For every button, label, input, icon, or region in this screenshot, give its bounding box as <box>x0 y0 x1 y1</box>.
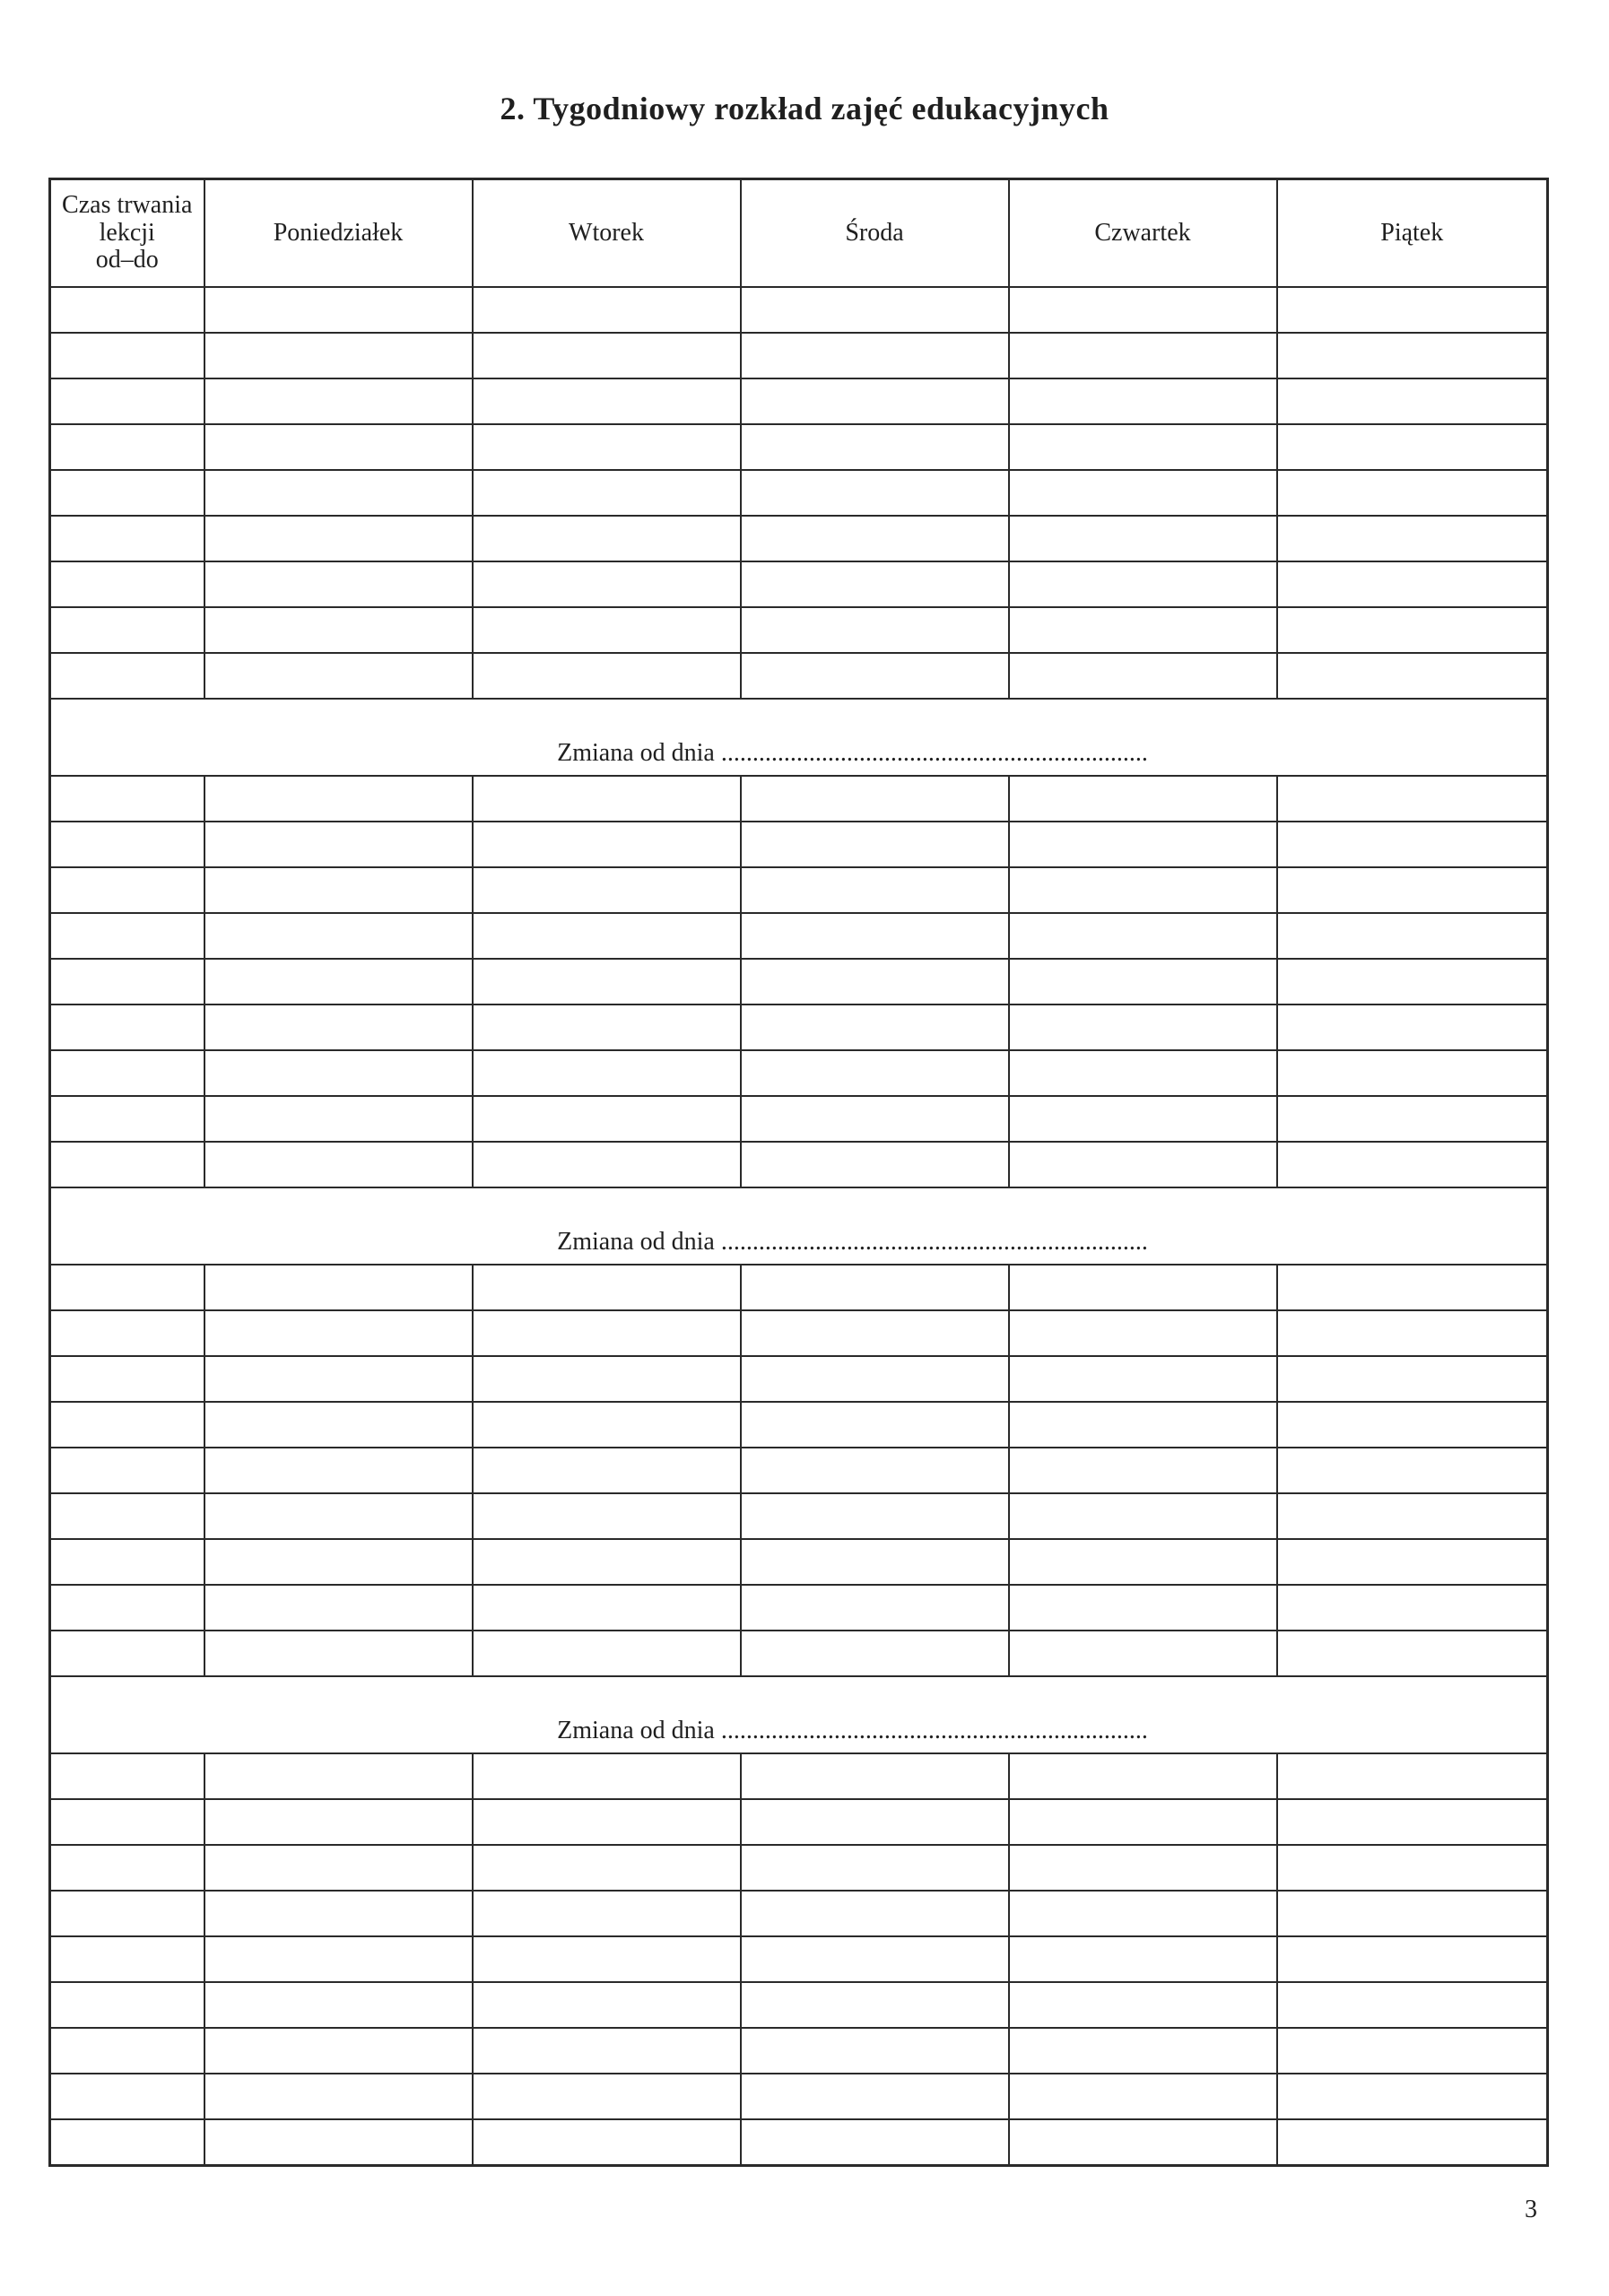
thursday-cell[interactable] <box>1009 1448 1277 1493</box>
lesson-time-cell[interactable] <box>50 1585 204 1631</box>
monday-cell[interactable] <box>204 1799 473 1845</box>
wednesday-cell[interactable] <box>741 1142 1009 1187</box>
tuesday-cell[interactable] <box>473 561 741 607</box>
thursday-cell[interactable] <box>1009 1142 1277 1187</box>
tuesday-cell[interactable] <box>473 822 741 867</box>
tuesday-cell[interactable] <box>473 1004 741 1050</box>
lesson-time-cell[interactable] <box>50 2028 204 2074</box>
friday-cell[interactable] <box>1277 287 1548 333</box>
thursday-cell[interactable] <box>1009 913 1277 959</box>
friday-cell[interactable] <box>1277 1310 1548 1356</box>
monday-cell[interactable] <box>204 1050 473 1096</box>
tuesday-cell[interactable] <box>473 1310 741 1356</box>
wednesday-cell[interactable] <box>741 2074 1009 2119</box>
friday-cell[interactable] <box>1277 470 1548 516</box>
lesson-time-cell[interactable] <box>50 333 204 378</box>
monday-cell[interactable] <box>204 333 473 378</box>
thursday-cell[interactable] <box>1009 607 1277 653</box>
lesson-time-cell[interactable] <box>50 561 204 607</box>
page-title: 2. Tygodniowy rozkład zajęć edukacyjnych <box>500 91 1109 126</box>
friday-cell[interactable] <box>1277 913 1548 959</box>
tuesday-cell[interactable] <box>473 333 741 378</box>
thursday-cell[interactable] <box>1009 2074 1277 2119</box>
schedule-row <box>50 561 1548 607</box>
lesson-time-cell[interactable] <box>50 822 204 867</box>
tuesday-cell[interactable] <box>473 1356 741 1402</box>
friday-cell[interactable] <box>1277 2119 1548 2166</box>
lesson-time-cell[interactable] <box>50 1982 204 2028</box>
schedule-row <box>50 1631 1548 1676</box>
wednesday-cell[interactable] <box>741 1402 1009 1448</box>
thursday-cell[interactable] <box>1009 2028 1277 2074</box>
tuesday-cell[interactable] <box>473 1096 741 1142</box>
monday-cell[interactable] <box>204 1539 473 1585</box>
lesson-time-cell[interactable] <box>50 1402 204 1448</box>
thursday-cell[interactable] <box>1009 516 1277 561</box>
schedule-row <box>50 867 1548 913</box>
change-date-row <box>50 1676 1548 1753</box>
monday-cell[interactable] <box>204 1936 473 1982</box>
wednesday-cell[interactable] <box>741 1891 1009 1936</box>
thursday-cell[interactable] <box>1009 653 1277 699</box>
header-lesson-time-line3: od–do <box>95 246 159 274</box>
schedule-row <box>50 516 1548 561</box>
friday-cell[interactable] <box>1277 424 1548 470</box>
wednesday-cell[interactable] <box>741 1050 1009 1096</box>
lesson-time-cell[interactable] <box>50 1539 204 1585</box>
tuesday-cell[interactable] <box>473 287 741 333</box>
tuesday-cell[interactable] <box>473 470 741 516</box>
tuesday-cell[interactable] <box>473 1585 741 1631</box>
wednesday-cell[interactable] <box>741 1936 1009 1982</box>
friday-cell[interactable] <box>1277 1539 1548 1585</box>
friday-cell[interactable] <box>1277 333 1548 378</box>
thursday-cell[interactable] <box>1009 1356 1277 1402</box>
lesson-time-cell[interactable] <box>50 1142 204 1187</box>
friday-cell[interactable] <box>1277 1402 1548 1448</box>
schedule-body <box>50 287 1548 2166</box>
wednesday-cell[interactable] <box>741 516 1009 561</box>
schedule-row <box>50 822 1548 867</box>
wednesday-cell[interactable] <box>741 1493 1009 1539</box>
lesson-time-cell[interactable] <box>50 2119 204 2166</box>
monday-cell[interactable] <box>204 2119 473 2166</box>
wednesday-cell[interactable] <box>741 1004 1009 1050</box>
thursday-cell[interactable] <box>1009 424 1277 470</box>
tuesday-cell[interactable] <box>473 1402 741 1448</box>
change-date-cell[interactable] <box>50 699 1548 776</box>
tuesday-cell[interactable] <box>473 378 741 424</box>
monday-cell[interactable] <box>204 959 473 1004</box>
monday-cell[interactable] <box>204 424 473 470</box>
thursday-cell[interactable] <box>1009 1585 1277 1631</box>
schedule-row <box>50 1448 1548 1493</box>
monday-cell[interactable] <box>204 516 473 561</box>
friday-cell[interactable] <box>1277 776 1548 822</box>
schedule-row <box>50 1753 1548 1799</box>
tuesday-cell[interactable] <box>473 1265 741 1310</box>
thursday-cell[interactable] <box>1009 1096 1277 1142</box>
weekly-schedule-table <box>48 178 1549 2167</box>
thursday-cell[interactable] <box>1009 1004 1277 1050</box>
lesson-time-cell[interactable] <box>50 1096 204 1142</box>
thursday-cell[interactable] <box>1009 959 1277 1004</box>
lesson-time-cell[interactable] <box>50 1356 204 1402</box>
schedule-row <box>50 2074 1548 2119</box>
tuesday-cell[interactable] <box>473 867 741 913</box>
monday-cell[interactable] <box>204 776 473 822</box>
schedule-row <box>50 1799 1548 1845</box>
tuesday-cell[interactable] <box>473 424 741 470</box>
monday-cell[interactable] <box>204 470 473 516</box>
friday-cell[interactable] <box>1277 1891 1548 1936</box>
friday-cell[interactable] <box>1277 1050 1548 1096</box>
header-monday: Poniedziałek <box>204 179 473 288</box>
wednesday-cell[interactable] <box>741 333 1009 378</box>
schedule-row <box>50 653 1548 699</box>
tuesday-cell[interactable] <box>473 1891 741 1936</box>
thursday-cell[interactable] <box>1009 2119 1277 2166</box>
tuesday-cell[interactable] <box>473 1799 741 1845</box>
lesson-time-cell[interactable] <box>50 913 204 959</box>
wednesday-cell[interactable] <box>741 1585 1009 1631</box>
tuesday-cell[interactable] <box>473 2119 741 2166</box>
monday-cell[interactable] <box>204 1310 473 1356</box>
lesson-time-cell[interactable] <box>50 607 204 653</box>
monday-cell[interactable] <box>204 1891 473 1936</box>
friday-cell[interactable] <box>1277 561 1548 607</box>
schedule-row <box>50 1891 1548 1936</box>
lesson-time-cell[interactable] <box>50 1310 204 1356</box>
friday-cell[interactable] <box>1277 1982 1548 2028</box>
schedule-row <box>50 1310 1548 1356</box>
tuesday-cell[interactable] <box>473 776 741 822</box>
thursday-cell[interactable] <box>1009 561 1277 607</box>
monday-cell[interactable] <box>204 1096 473 1142</box>
thursday-cell[interactable] <box>1009 822 1277 867</box>
thursday-cell[interactable] <box>1009 1050 1277 1096</box>
schedule-row <box>50 1265 1548 1310</box>
monday-cell[interactable] <box>204 1265 473 1310</box>
thursday-cell[interactable] <box>1009 1891 1277 1936</box>
friday-cell[interactable] <box>1277 1631 1548 1676</box>
schedule-row <box>50 1050 1548 1096</box>
tuesday-cell[interactable] <box>473 2074 741 2119</box>
schedule-row <box>50 607 1548 653</box>
wednesday-cell[interactable] <box>741 1310 1009 1356</box>
schedule-row <box>50 959 1548 1004</box>
monday-cell[interactable] <box>204 1631 473 1676</box>
schedule-row <box>50 1356 1548 1402</box>
change-date-label: Zmiana od dnia .................................................................... <box>557 1228 1148 1256</box>
header-lesson-time-line2: lekcji <box>99 218 155 247</box>
schedule-row <box>50 1096 1548 1142</box>
thursday-cell[interactable] <box>1009 1753 1277 1799</box>
tuesday-cell[interactable] <box>473 1845 741 1891</box>
wednesday-cell[interactable] <box>741 2028 1009 2074</box>
change-date-label: Zmiana od dnia .................................................................... <box>557 1717 1148 1744</box>
schedule-row <box>50 2119 1548 2166</box>
monday-cell[interactable] <box>204 1585 473 1631</box>
change-date-label: Zmiana od dnia .................................................................... <box>557 739 1148 767</box>
lesson-time-cell[interactable] <box>50 424 204 470</box>
thursday-cell[interactable] <box>1009 333 1277 378</box>
monday-cell[interactable] <box>204 378 473 424</box>
header-row <box>50 179 1548 288</box>
wednesday-cell[interactable] <box>741 1265 1009 1310</box>
wednesday-cell[interactable] <box>741 1448 1009 1493</box>
monday-cell[interactable] <box>204 1004 473 1050</box>
wednesday-cell[interactable] <box>741 1631 1009 1676</box>
thursday-cell[interactable] <box>1009 1982 1277 2028</box>
wednesday-cell[interactable] <box>741 470 1009 516</box>
thursday-cell[interactable] <box>1009 1799 1277 1845</box>
schedule-row <box>50 287 1548 333</box>
schedule-row <box>50 776 1548 822</box>
tuesday-cell[interactable] <box>473 1448 741 1493</box>
wednesday-cell[interactable] <box>741 1356 1009 1402</box>
thursday-cell[interactable] <box>1009 1310 1277 1356</box>
wednesday-cell[interactable] <box>741 1799 1009 1845</box>
tuesday-cell[interactable] <box>473 516 741 561</box>
lesson-time-cell[interactable] <box>50 1493 204 1539</box>
monday-cell[interactable] <box>204 1142 473 1187</box>
change-date-row <box>50 699 1548 776</box>
schedule-row <box>50 1539 1548 1585</box>
friday-cell[interactable] <box>1277 1004 1548 1050</box>
friday-cell[interactable] <box>1277 1936 1548 1982</box>
monday-cell[interactable] <box>204 867 473 913</box>
tuesday-cell[interactable] <box>473 607 741 653</box>
lesson-time-cell[interactable] <box>50 516 204 561</box>
wednesday-cell[interactable] <box>741 378 1009 424</box>
friday-cell[interactable] <box>1277 607 1548 653</box>
lesson-time-cell[interactable] <box>50 378 204 424</box>
friday-cell[interactable] <box>1277 959 1548 1004</box>
friday-cell[interactable] <box>1277 2074 1548 2119</box>
thursday-cell[interactable] <box>1009 1493 1277 1539</box>
monday-cell[interactable] <box>204 822 473 867</box>
lesson-time-cell[interactable] <box>50 776 204 822</box>
thursday-cell[interactable] <box>1009 1631 1277 1676</box>
monday-cell[interactable] <box>204 561 473 607</box>
lesson-time-cell[interactable] <box>50 1845 204 1891</box>
thursday-cell[interactable] <box>1009 867 1277 913</box>
friday-cell[interactable] <box>1277 822 1548 867</box>
header-thursday: Czwartek <box>1009 179 1277 288</box>
monday-cell[interactable] <box>204 913 473 959</box>
lesson-time-cell[interactable] <box>50 653 204 699</box>
wednesday-cell[interactable] <box>741 561 1009 607</box>
lesson-time-cell[interactable] <box>50 1265 204 1310</box>
wednesday-cell[interactable] <box>741 424 1009 470</box>
wednesday-cell[interactable] <box>741 959 1009 1004</box>
friday-cell[interactable] <box>1277 867 1548 913</box>
friday-cell[interactable] <box>1277 516 1548 561</box>
monday-cell[interactable] <box>204 1845 473 1891</box>
monday-cell[interactable] <box>204 1356 473 1402</box>
lesson-time-cell[interactable] <box>50 959 204 1004</box>
lesson-time-cell[interactable] <box>50 287 204 333</box>
monday-cell[interactable] <box>204 2028 473 2074</box>
friday-cell[interactable] <box>1277 2028 1548 2074</box>
schedule-row <box>50 1936 1548 1982</box>
schedule-row <box>50 378 1548 424</box>
friday-cell[interactable] <box>1277 1448 1548 1493</box>
monday-cell[interactable] <box>204 1982 473 2028</box>
wednesday-cell[interactable] <box>741 2119 1009 2166</box>
thursday-cell[interactable] <box>1009 1402 1277 1448</box>
schedule-row <box>50 1493 1548 1539</box>
tuesday-cell[interactable] <box>473 2028 741 2074</box>
change-date-cell[interactable] <box>50 1676 1548 1753</box>
schedule-row <box>50 2028 1548 2074</box>
thursday-cell[interactable] <box>1009 776 1277 822</box>
schedule-row <box>50 1982 1548 2028</box>
lesson-time-cell[interactable] <box>50 867 204 913</box>
wednesday-cell[interactable] <box>741 1539 1009 1585</box>
header-lesson-time-line1: Czas trwania <box>62 190 193 219</box>
thursday-cell[interactable] <box>1009 1936 1277 1982</box>
tuesday-cell[interactable] <box>473 1050 741 1096</box>
monday-cell[interactable] <box>204 607 473 653</box>
lesson-time-cell[interactable] <box>50 1004 204 1050</box>
header-tuesday: Wtorek <box>473 179 741 288</box>
change-date-cell[interactable] <box>50 1187 1548 1265</box>
friday-cell[interactable] <box>1277 653 1548 699</box>
wednesday-cell[interactable] <box>741 776 1009 822</box>
tuesday-cell[interactable] <box>473 1982 741 2028</box>
friday-cell[interactable] <box>1277 1493 1548 1539</box>
lesson-time-cell[interactable] <box>50 1936 204 1982</box>
tuesday-cell[interactable] <box>473 653 741 699</box>
thursday-cell[interactable] <box>1009 378 1277 424</box>
lesson-time-cell[interactable] <box>50 1753 204 1799</box>
thursday-cell[interactable] <box>1009 1265 1277 1310</box>
monday-cell[interactable] <box>204 1448 473 1493</box>
friday-cell[interactable] <box>1277 378 1548 424</box>
lesson-time-cell[interactable] <box>50 1050 204 1096</box>
schedule-row <box>50 424 1548 470</box>
monday-cell[interactable] <box>204 287 473 333</box>
lesson-time-cell[interactable] <box>50 470 204 516</box>
schedule-row <box>50 1585 1548 1631</box>
monday-cell[interactable] <box>204 1493 473 1539</box>
friday-cell[interactable] <box>1277 1356 1548 1402</box>
thursday-cell[interactable] <box>1009 1845 1277 1891</box>
lesson-time-cell[interactable] <box>50 2074 204 2119</box>
wednesday-cell[interactable] <box>741 607 1009 653</box>
page-number: 3 <box>1525 2196 1537 2223</box>
tuesday-cell[interactable] <box>473 1493 741 1539</box>
schedule-row <box>50 1142 1548 1187</box>
tuesday-cell[interactable] <box>473 1631 741 1676</box>
tuesday-cell[interactable] <box>473 959 741 1004</box>
wednesday-cell[interactable] <box>741 913 1009 959</box>
schedule-row <box>50 913 1548 959</box>
tuesday-cell[interactable] <box>473 1936 741 1982</box>
wednesday-cell[interactable] <box>741 1096 1009 1142</box>
friday-cell[interactable] <box>1277 1265 1548 1310</box>
schedule-row <box>50 470 1548 516</box>
thursday-cell[interactable] <box>1009 287 1277 333</box>
tuesday-cell[interactable] <box>473 1753 741 1799</box>
schedule-row <box>50 1004 1548 1050</box>
friday-cell[interactable] <box>1277 1142 1548 1187</box>
monday-cell[interactable] <box>204 1753 473 1799</box>
schedule-row <box>50 1402 1548 1448</box>
wednesday-cell[interactable] <box>741 1845 1009 1891</box>
wednesday-cell[interactable] <box>741 653 1009 699</box>
wednesday-cell[interactable] <box>741 1982 1009 2028</box>
lesson-time-cell[interactable] <box>50 1631 204 1676</box>
lesson-time-cell[interactable] <box>50 1448 204 1493</box>
friday-cell[interactable] <box>1277 1753 1548 1799</box>
thursday-cell[interactable] <box>1009 470 1277 516</box>
friday-cell[interactable] <box>1277 1799 1548 1845</box>
tuesday-cell[interactable] <box>473 913 741 959</box>
tuesday-cell[interactable] <box>473 1539 741 1585</box>
wednesday-cell[interactable] <box>741 822 1009 867</box>
schedule-row <box>50 1845 1548 1891</box>
thursday-cell[interactable] <box>1009 1539 1277 1585</box>
lesson-time-cell[interactable] <box>50 1799 204 1845</box>
header-wednesday: Środa <box>741 179 1009 288</box>
friday-cell[interactable] <box>1277 1845 1548 1891</box>
wednesday-cell[interactable] <box>741 867 1009 913</box>
friday-cell[interactable] <box>1277 1096 1548 1142</box>
monday-cell[interactable] <box>204 1402 473 1448</box>
header-friday: Piątek <box>1277 179 1548 288</box>
change-date-row <box>50 1187 1548 1265</box>
friday-cell[interactable] <box>1277 1585 1548 1631</box>
tuesday-cell[interactable] <box>473 1142 741 1187</box>
header-lesson-time <box>50 179 204 288</box>
lesson-time-cell[interactable] <box>50 1891 204 1936</box>
wednesday-cell[interactable] <box>741 287 1009 333</box>
wednesday-cell[interactable] <box>741 1753 1009 1799</box>
monday-cell[interactable] <box>204 2074 473 2119</box>
monday-cell[interactable] <box>204 653 473 699</box>
schedule-row <box>50 333 1548 378</box>
